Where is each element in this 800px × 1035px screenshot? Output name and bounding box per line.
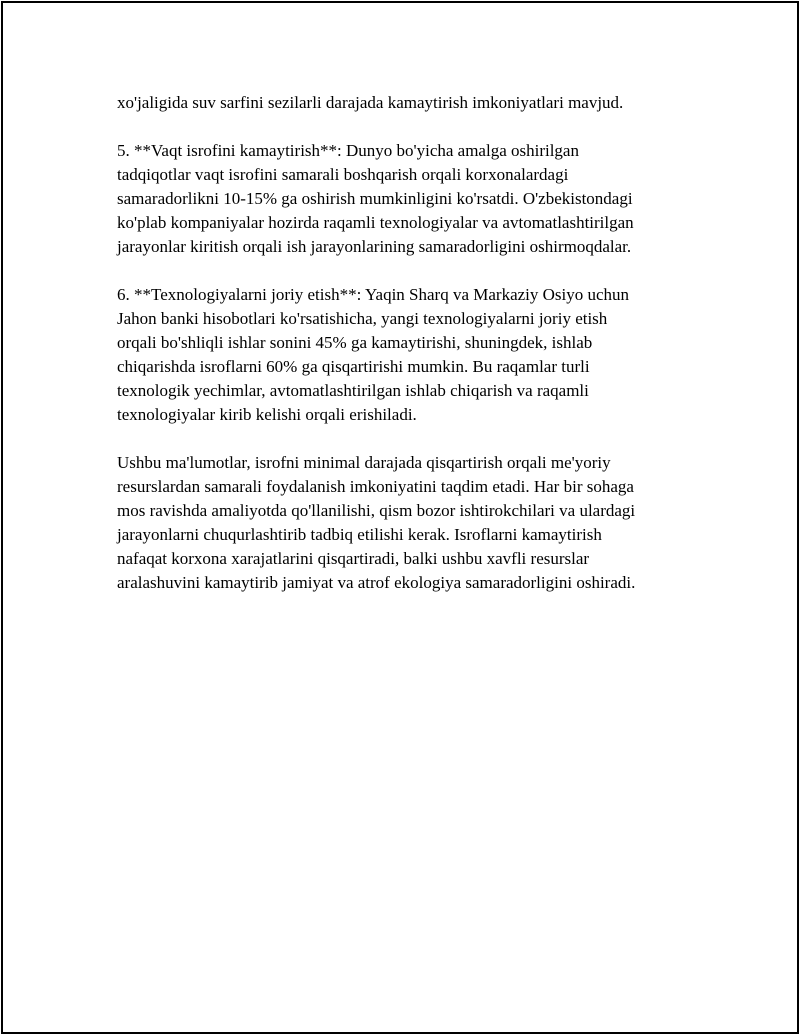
text-line: mos ravishda amaliyotda qo'llanilishi, qism bozor ishtirokchilari va ulardagi [117, 501, 636, 520]
document-body [117, 91, 687, 619]
text-line: tadqiqotlar vaqt isrofini samarali boshqarish orqali korxonalardagi [117, 165, 569, 184]
text-line: resurslardan samarali foydalanish imkoniyatini taqdim etadi. Har bir sohaga [117, 477, 634, 496]
text-line: nafaqat korxona xarajatlarini qisqartiradi, balki ushbu xavfli resurslar [117, 549, 590, 568]
text-line: 5. **Vaqt isrofini kamaytirish**: Dunyo bo'yicha amalga oshirilgan [117, 141, 579, 160]
text-line: Jahon banki hisobotlari ko'rsatishicha, yangi texnologiyalarni joriy etish [117, 309, 608, 328]
text-line: chiqarishda isroflarni 60% ga qisqartirishi mumkin. Bu raqamlar turli [117, 357, 590, 376]
text-line: xo'jaligida suv sarfini sezilarli darajada kamaytirish imkoniyatlari mavjud. [117, 93, 624, 112]
text-line: Ushbu ma'lumotlar, isrofni minimal darajada qisqartirish orqali me'yoriy [117, 453, 611, 472]
text-line: jarayonlarni chuqurlashtirib tadbiq etilishi kerak. Isroflarni kamaytirish [117, 525, 602, 544]
text-line: 6. **Texnologiyalarni joriy etish**: Yaqin Sharq va Markaziy Osiyo uchun [117, 285, 630, 304]
text-line: ko'plab kompaniyalar hozirda raqamli texnologiyalar va avtomatlashtirilgan [117, 213, 634, 232]
paragraph-conclusion [117, 451, 687, 595]
paragraph-item-5 [117, 139, 687, 259]
paragraph-item-6 [117, 283, 687, 427]
text-line: jarayonlar kiritish orqali ish jarayonlarining samaradorligini oshirmoqdalar. [117, 237, 632, 256]
text-line: texnologiyalar kirib kelishi orqali erishiladi. [117, 405, 417, 424]
text-line: samaradorlikni 10-15% ga oshirish mumkinligini ko'rsatdi. O'zbekistondagi [117, 189, 633, 208]
text-line: orqali bo'shliqli ishlar sonini 45% ga kamaytirishi, shuningdek, ishlab [117, 333, 593, 352]
text-line: texnologik yechimlar, avtomatlashtirilgan ishlab chiqarish va raqamli [117, 381, 589, 400]
paragraph-intro-continuation [117, 91, 687, 115]
text-line: aralashuvini kamaytirib jamiyat va atrof ekologiya samaradorligini oshiradi. [117, 573, 636, 592]
